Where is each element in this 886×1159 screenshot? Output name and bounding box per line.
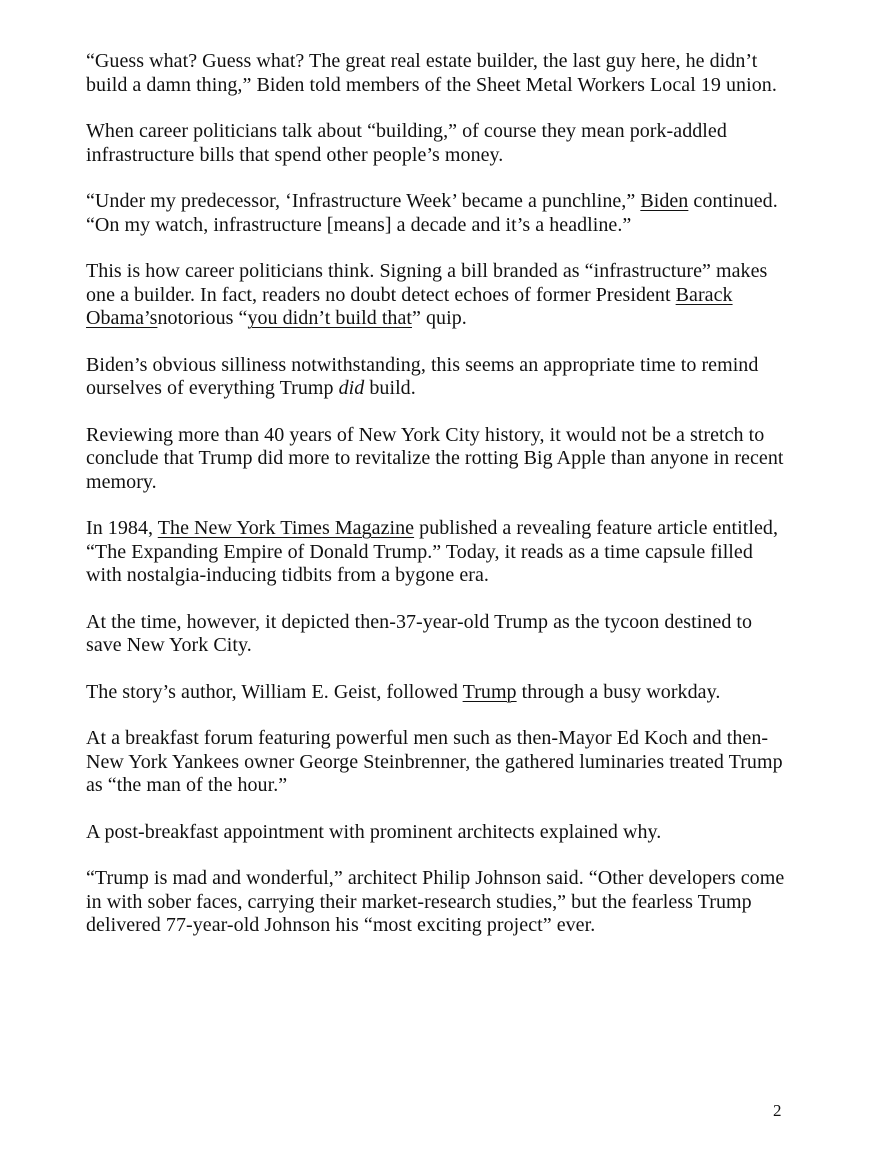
trump-link[interactable]: Trump [462, 680, 517, 703]
paragraph-text-segment: The story’s author, William E. Geist, followed [86, 680, 463, 703]
paragraph-text-segment: In 1984, [86, 517, 158, 539]
paragraph-career-politicians-building: When career politicians talk about “building,” of course they mean pork-addled infrastructure bills that spend other people’s money. [86, 120, 727, 166]
document-page [86, 50, 786, 961]
paragraph-philip-johnson: “Trump is mad and wonderful,” architect Philip Johnson said. “Other developers come in with sober faces, carrying their market-research studies,” but the fearless Trump delivered 77-year-old Johnson his “most exciting project” ever. [86, 867, 785, 936]
paragraph-text-segment: notorious “ [157, 307, 248, 329]
page-number: 2 [773, 1101, 782, 1120]
you-didnt-build-that-link[interactable]: you didn’t build that [247, 307, 413, 329]
paragraph-biden-quote: “Guess what? Guess what? The great real estate builder, the last guy here, he didn’t build a damn thing,” Biden told members of the Sheet Metal Workers Local 19 union. [86, 50, 777, 96]
emphasis-did: did [338, 377, 365, 399]
paragraph-nyt-magazine-1984 [86, 517, 786, 588]
paragraph-new-york-history: Reviewing more than 40 years of New York City history, it would not be a stretch to conclude that Trump did more to revitalize the rotting Big Apple than anyone in recent memory. [86, 423, 784, 493]
paragraph-architects-appointment: A post-breakfast appointment with prominent architects explained why. [86, 820, 662, 843]
paragraph-text-segment: ” quip. [412, 307, 467, 329]
paragraph-text-segment: build. [364, 377, 416, 399]
paragraph-text-segment: through a busy workday. [516, 680, 721, 703]
biden-link[interactable]: Biden [640, 190, 689, 212]
new-york-times-magazine-link[interactable]: The New York Times Magazine [157, 517, 415, 539]
paragraph-text-segment: continued. “On my watch, infrastructure [means] a decade and it’s a headline.” [86, 190, 778, 236]
paragraph-story-author [86, 681, 786, 705]
paragraph-career-politicians-think [86, 260, 786, 331]
paragraph-what-trump-did-build [86, 354, 786, 401]
paragraph-text-segment: This is how career politicians think. Signing a bill branded as “infrastructure” makes one a builder. In fact, readers no doubt detect echoes of former President [86, 260, 768, 306]
paragraph-tycoon-save-nyc: At the time, however, it depicted then-37-year-old Trump as the tycoon destined to save New York City. [86, 610, 753, 656]
paragraph-infrastructure-week [86, 190, 786, 237]
paragraph-breakfast-forum: At a breakfast forum featuring powerful men such as then-Mayor Ed Koch and then-New York Yankees owner George Steinbrenner, the gathered luminaries treated Trump as “the man of the hour.” [86, 727, 783, 796]
paragraph-text-segment: Biden’s obvious silliness notwithstanding, this seems an appropriate time to remind ourselves of everything Trump [86, 353, 759, 399]
barack-obama-link[interactable]: Barack Obama’s [86, 283, 733, 329]
paragraph-text-segment: published a revealing feature article entitled, “The Expanding Empire of Donald Trump.” Today, it reads as a time capsule filled with nostalgia-inducing tidbits from a bygone era. [86, 517, 778, 586]
paragraph-text-segment: “Under my predecessor, ‘Infrastructure Week’ became a punchline,” [86, 190, 641, 212]
